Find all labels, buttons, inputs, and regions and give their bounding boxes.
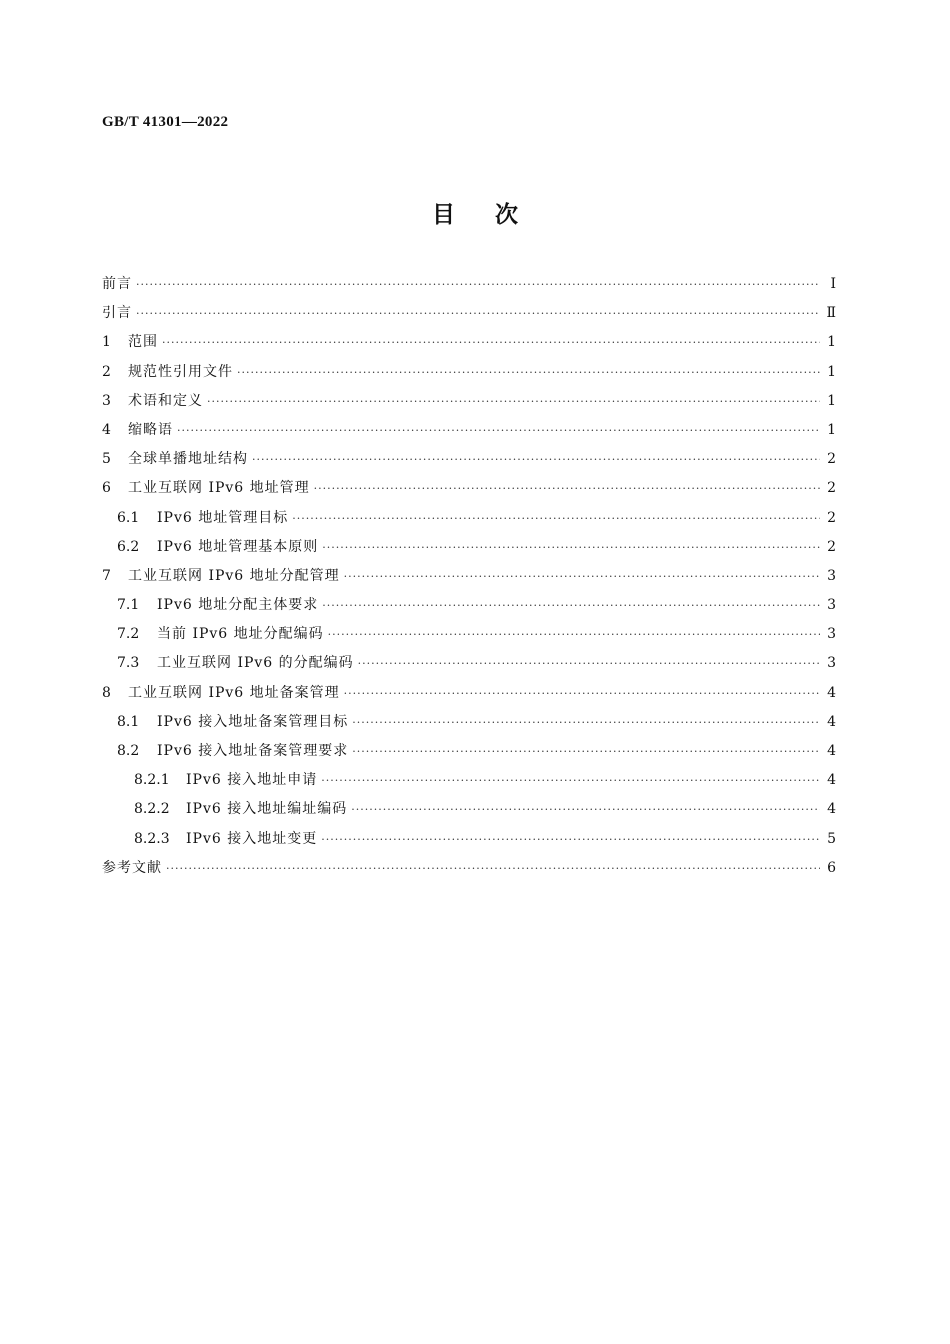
toc-entry-page: 2 bbox=[827, 538, 836, 555]
dot-leader bbox=[351, 795, 820, 824]
toc-entry-7-3[interactable] bbox=[102, 649, 836, 678]
toc-entry-number: 6.1 bbox=[117, 509, 140, 526]
toc-entry-page: 4 bbox=[827, 713, 836, 730]
toc-entry-number: 5 bbox=[102, 451, 111, 468]
toc-entry-number: 8.2.1 bbox=[134, 772, 170, 789]
toc-entry-page: 4 bbox=[827, 772, 836, 789]
toc-entry-6-2[interactable] bbox=[102, 533, 836, 562]
toc-entry-label: 当前 IPv6 地址分配编码 bbox=[157, 626, 324, 643]
toc-entry-number: 1 bbox=[102, 334, 111, 351]
toc-entry-number: 7 bbox=[102, 567, 111, 584]
toc-entry-page: 1 bbox=[827, 334, 836, 351]
toc-entry-label: 工业互联网 IPv6 地址分配管理 bbox=[128, 567, 340, 584]
dot-leader bbox=[321, 825, 820, 854]
toc-entry-label: 参考文献 bbox=[102, 859, 162, 876]
dot-leader bbox=[252, 445, 820, 474]
dot-leader bbox=[344, 562, 820, 591]
dot-leader bbox=[166, 854, 820, 883]
toc-entry-number: 8.2.3 bbox=[134, 830, 170, 847]
toc-entry-number: 8.1 bbox=[117, 713, 140, 730]
toc-entry-page: Ⅱ bbox=[826, 305, 836, 322]
toc-entry-page: 3 bbox=[827, 626, 836, 643]
toc-entry-number: 8.2.2 bbox=[134, 801, 170, 818]
toc-entry-label: 工业互联网 IPv6 地址备案管理 bbox=[128, 684, 340, 701]
toc-entry-6-1[interactable] bbox=[102, 504, 836, 533]
toc-entry-label: IPv6 接入地址编址编码 bbox=[186, 801, 348, 818]
standard-code: GB/T 41301—2022 bbox=[102, 114, 229, 130]
dot-leader bbox=[358, 649, 820, 678]
toc-entry-number: 4 bbox=[102, 421, 111, 438]
toc-entry-label: IPv6 地址管理基本原则 bbox=[157, 538, 319, 555]
dot-leader bbox=[136, 270, 820, 299]
toc-entry-page: 3 bbox=[827, 567, 836, 584]
table-of-contents bbox=[102, 270, 836, 883]
dot-leader bbox=[352, 708, 820, 737]
toc-entry-label: 前言 bbox=[102, 276, 132, 292]
toc-entry-page: 1 bbox=[827, 421, 836, 438]
toc-entry-number: 7.1 bbox=[117, 597, 140, 614]
dot-leader bbox=[322, 533, 820, 562]
dot-leader bbox=[237, 358, 820, 387]
dot-leader bbox=[344, 679, 820, 708]
toc-entry-8-2-2[interactable] bbox=[102, 795, 836, 824]
toc-entry-page: 2 bbox=[827, 451, 836, 468]
toc-entry-3[interactable] bbox=[102, 387, 836, 416]
toc-entry-page: 3 bbox=[827, 597, 836, 614]
dot-leader bbox=[177, 416, 820, 445]
toc-entry-number: 8 bbox=[102, 684, 111, 701]
toc-entry-label: IPv6 地址管理目标 bbox=[157, 509, 289, 526]
toc-entry-label: IPv6 接入地址备案管理目标 bbox=[157, 713, 349, 730]
toc-entry-number: 7.3 bbox=[117, 655, 140, 672]
toc-entry-introduction[interactable] bbox=[102, 299, 836, 328]
toc-entry-number: 3 bbox=[102, 392, 111, 409]
toc-entry-page: 3 bbox=[827, 655, 836, 672]
page-title: 目次 bbox=[432, 202, 558, 228]
toc-entry-page: 2 bbox=[827, 480, 836, 497]
toc-entry-label: 引言 bbox=[102, 305, 132, 322]
toc-entry-8-2-1[interactable] bbox=[102, 766, 836, 795]
dot-leader bbox=[207, 387, 820, 416]
dot-leader bbox=[162, 328, 820, 357]
toc-entry-page: 5 bbox=[827, 830, 836, 847]
toc-entry-label: 范围 bbox=[128, 334, 158, 351]
toc-entry-1[interactable] bbox=[102, 328, 836, 357]
toc-entry-page: 1 bbox=[827, 392, 836, 409]
toc-entry-8-1[interactable] bbox=[102, 708, 836, 737]
toc-entry-label: IPv6 地址分配主体要求 bbox=[157, 597, 319, 614]
toc-entry-8[interactable] bbox=[102, 679, 836, 708]
toc-entry-label: 工业互联网 IPv6 的分配编码 bbox=[157, 655, 354, 672]
dot-leader bbox=[321, 766, 820, 795]
toc-entry-label: 规范性引用文件 bbox=[128, 363, 233, 380]
dot-leader bbox=[292, 504, 820, 533]
toc-entry-number: 6 bbox=[102, 480, 111, 497]
toc-entry-label: 术语和定义 bbox=[128, 392, 203, 409]
toc-entry-page: 6 bbox=[827, 859, 836, 876]
toc-entry-label: IPv6 接入地址备案管理要求 bbox=[157, 743, 349, 759]
toc-entry-page: 2 bbox=[827, 509, 836, 526]
toc-entry-label: 缩略语 bbox=[128, 421, 173, 438]
toc-entry-page: 4 bbox=[827, 801, 836, 818]
toc-entry-label: IPv6 接入地址申请 bbox=[186, 772, 318, 789]
toc-entry-number: 2 bbox=[102, 363, 111, 380]
toc-entry-label: IPv6 接入地址变更 bbox=[186, 830, 318, 847]
toc-entry-page: 1 bbox=[827, 363, 836, 380]
dot-leader bbox=[322, 591, 820, 620]
toc-entry-references[interactable] bbox=[102, 854, 836, 883]
toc-entry-5[interactable] bbox=[102, 445, 836, 474]
dot-leader bbox=[136, 299, 820, 328]
toc-entry-label: 全球单播地址结构 bbox=[128, 451, 248, 468]
dot-leader bbox=[352, 737, 820, 766]
dot-leader bbox=[328, 620, 820, 649]
toc-entry-7-1[interactable] bbox=[102, 591, 836, 620]
toc-entry-number: 6.2 bbox=[117, 538, 140, 555]
toc-entry-8-2[interactable] bbox=[102, 737, 836, 766]
toc-entry-page: 4 bbox=[827, 684, 836, 701]
toc-entry-2[interactable] bbox=[102, 358, 836, 387]
toc-entry-label: 工业互联网 IPv6 地址管理 bbox=[128, 480, 310, 497]
toc-entry-number: 8.2 bbox=[117, 743, 140, 759]
toc-entry-number: 7.2 bbox=[117, 626, 140, 643]
toc-entry-6[interactable] bbox=[102, 474, 836, 503]
toc-entry-8-2-3[interactable] bbox=[102, 825, 836, 854]
dot-leader bbox=[314, 474, 820, 503]
toc-entry-page: Ⅰ bbox=[830, 276, 836, 292]
toc-entry-7-2[interactable] bbox=[102, 620, 836, 649]
toc-entry-7[interactable] bbox=[102, 562, 836, 591]
toc-entry-foreword[interactable] bbox=[102, 270, 836, 299]
toc-entry-page: 4 bbox=[827, 743, 836, 759]
toc-entry-4[interactable] bbox=[102, 416, 836, 445]
